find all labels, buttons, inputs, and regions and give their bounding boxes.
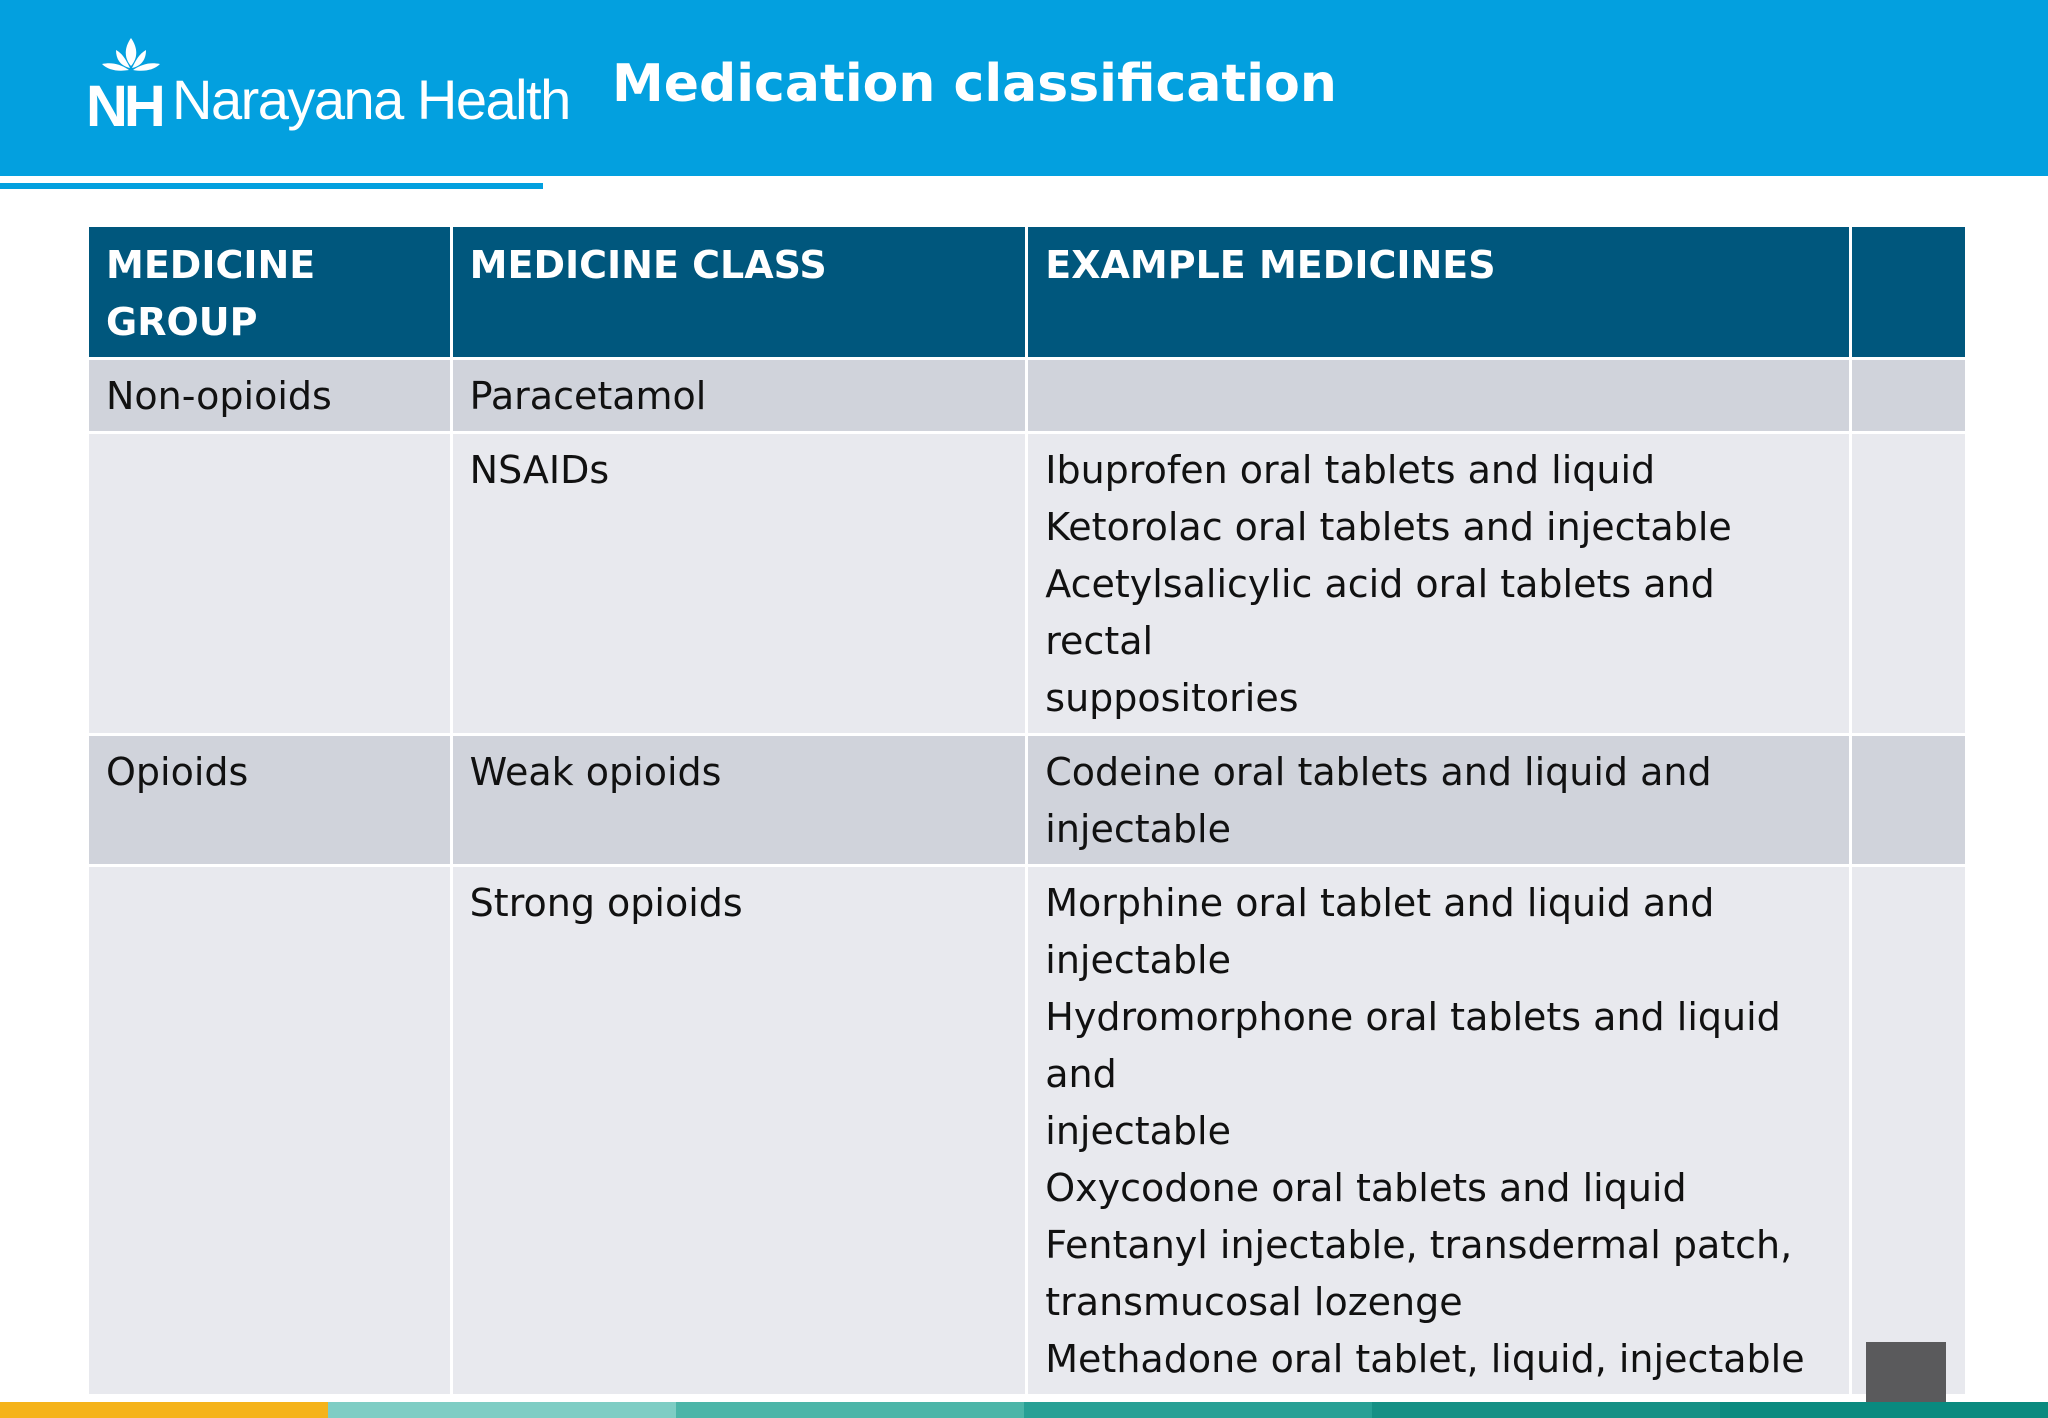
- column-header-medicine-group: MEDICINE GROUP: [88, 226, 452, 359]
- cell-medicine-class: Weak opioids: [451, 735, 1027, 866]
- table-row: [88, 433, 1967, 735]
- footer-color-band: [0, 1402, 2048, 1418]
- column-header-extra: [1850, 226, 1966, 359]
- svg-text:NH: NH: [86, 74, 162, 130]
- cell-extra: [1850, 433, 1966, 735]
- footer-segment: [328, 1402, 676, 1418]
- cell-medicine-class: Strong opioids: [451, 866, 1027, 1396]
- logo-wordmark: Narayana Health: [172, 68, 570, 131]
- footer-segment: [0, 1402, 328, 1418]
- narayana-health-logo: [86, 34, 570, 144]
- cell-medicine-group: Opioids: [88, 735, 452, 866]
- cell-example-medicines: [1027, 359, 1851, 433]
- table-row: [88, 866, 1967, 1396]
- footer-segment: [1024, 1402, 1372, 1418]
- table-row: [88, 735, 1967, 866]
- page-title: Medication classification: [612, 54, 1337, 114]
- cell-example-medicines: Morphine oral tablet and liquid and injectable Hydromorphone oral tablets and liquid and injectable Oxycodone oral tablets and liquid Fentanyl injectable, transdermal patch, transmucosal lozenge Methadone oral tablet, liquid, injectable: [1027, 866, 1851, 1396]
- cell-example-medicines: Codeine oral tablets and liquid and injectable: [1027, 735, 1851, 866]
- footer-segment: [1372, 1402, 1720, 1418]
- cell-medicine-group: [88, 433, 452, 735]
- table-row: [88, 359, 1967, 433]
- footer-segment: [676, 1402, 1024, 1418]
- cell-extra: [1850, 866, 1966, 1396]
- cell-extra: [1850, 359, 1966, 433]
- header-underline: [0, 183, 543, 189]
- lotus-logo-icon: [86, 34, 176, 130]
- cell-extra: [1850, 735, 1966, 866]
- column-header-medicine-class: MEDICINE CLASS: [451, 226, 1027, 359]
- footer-segment: [1720, 1402, 2048, 1418]
- column-header-example-medicines: EXAMPLE MEDICINES: [1027, 226, 1851, 359]
- cell-example-medicines: Ibuprofen oral tablets and liquid Ketorolac oral tablets and injectable Acetylsalicylic acid oral tablets and rectal suppositories: [1027, 433, 1851, 735]
- table-header-row: [88, 226, 1967, 359]
- cell-medicine-group: [88, 866, 452, 1396]
- header-band: [0, 0, 2048, 176]
- cell-medicine-class: NSAIDs: [451, 433, 1027, 735]
- cell-medicine-class: Paracetamol: [451, 359, 1027, 433]
- medication-table: [86, 224, 1968, 1397]
- cell-medicine-group: Non-opioids: [88, 359, 452, 433]
